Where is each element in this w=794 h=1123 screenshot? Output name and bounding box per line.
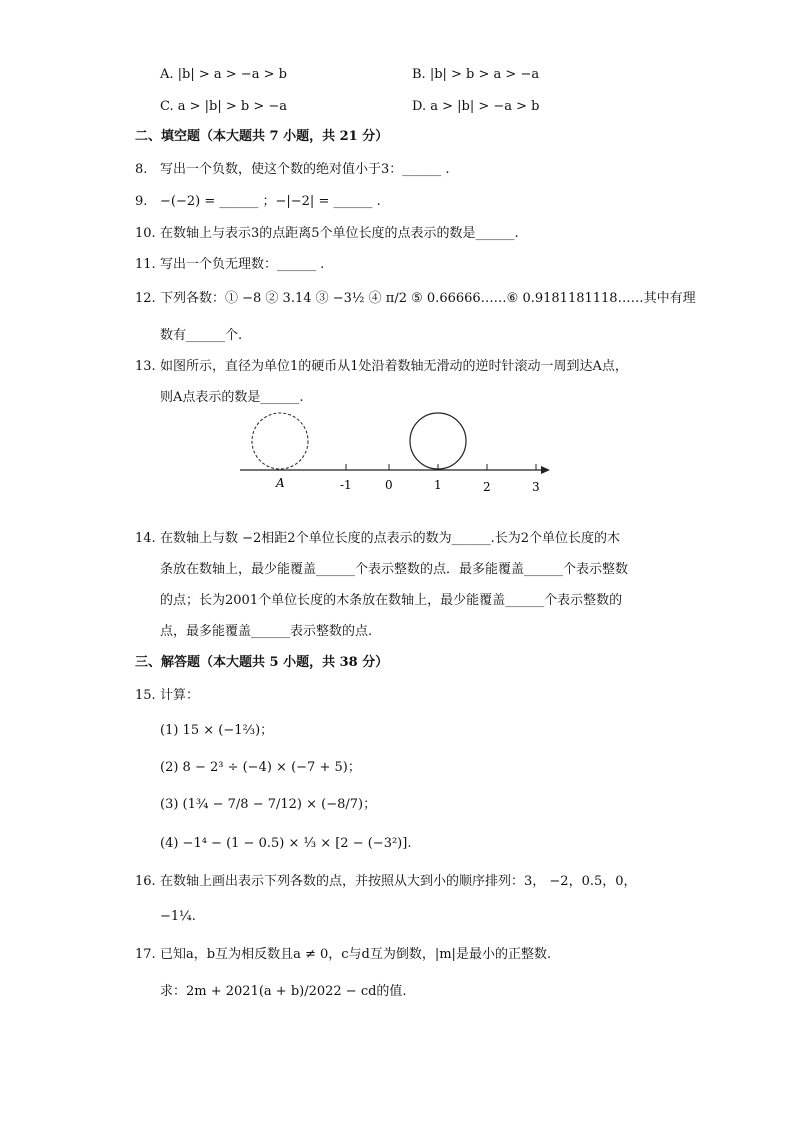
q15-part4: (4) −1⁴ − (1 − 0.5) × ⅓ × [2 − (−3²)].	[160, 836, 412, 851]
q9-text: −(−2) = ______ ；−|−2| = ______ .	[160, 194, 381, 209]
q15-part3: (3) (1¾ − 7/8 − 7/12) × (−8/7)；	[160, 797, 377, 812]
q13-line2: 则A点表示的数是______.	[160, 390, 304, 405]
q13-line1: 如图所示，直径为单位1的硬币从1处沿着数轴无滑动的逆时针滚动一周到达A点，	[160, 359, 628, 374]
q13-number: 13.	[135, 359, 156, 374]
q15-number: 15.	[135, 688, 156, 703]
q16-line1: 在数轴上画出表示下列各数的点，并按照从大到小的顺序排列：3， −2，0.5，0，	[160, 874, 637, 889]
q14-line2: 条放在数轴上，最少能覆盖______个表示整数的点．最多能覆盖______个表示整数	[160, 562, 629, 577]
q15-text: 计算：	[160, 688, 200, 703]
q11-number: 11.	[135, 257, 156, 272]
option-c: C. a > |b| > b > −a	[160, 99, 288, 114]
q10-text: 在数轴上与表示3的点距离5个单位长度的点表示的数是______.	[160, 226, 519, 241]
q17-number: 17.	[135, 947, 156, 962]
q10-number: 10.	[135, 226, 156, 241]
q9-number: 9.	[135, 194, 148, 209]
q8-number: 8.	[135, 162, 148, 177]
q14-line4: 点，最多能覆盖______表示整数的点.	[160, 624, 373, 639]
q12-number: 12.	[135, 291, 156, 306]
q14-line1: 在数轴上与数 −2相距2个单位长度的点表示的数为______.长为2个单位长度的木	[160, 531, 620, 546]
q12-line2: 数有______个.	[160, 328, 243, 343]
label-a: A	[276, 476, 285, 490]
label-3: 3	[532, 480, 540, 494]
label-neg1: -1	[340, 478, 352, 492]
q11-text: 写出一个负无理数：______ .	[160, 257, 325, 272]
q15-part2: (2) 8 − 2³ ÷ (−4) × (−7 + 5)；	[160, 760, 361, 775]
label-2: 2	[483, 480, 491, 494]
q14-number: 14.	[135, 531, 156, 546]
q14-line3: 的点；长为2001个单位长度的木条放在数轴上，最少能覆盖______个表示整数的	[160, 593, 623, 608]
coin-circle	[410, 413, 466, 469]
option-d: D. a > |b| > −a > b	[412, 99, 540, 114]
dashed-circle	[252, 413, 308, 469]
label-0: 0	[385, 478, 393, 492]
q15-part1: (1) 15 × (−1⅔)；	[160, 723, 274, 738]
section-2-title: 二、填空题（本大题共 7 小题，共 21 分）	[135, 129, 389, 144]
q8-text: 写出一个负数，使这个数的绝对值小于3：______ .	[160, 162, 450, 177]
q16-number: 16.	[135, 874, 156, 889]
label-1: 1	[434, 478, 442, 492]
section-3-title: 三、解答题（本大题共 5 小题，共 38 分）	[135, 655, 389, 670]
q17-line1: 已知a，b互为相反数且a ≠ 0，c与d互为倒数，|m|是最小的正整数.	[160, 947, 552, 962]
axis-arrow	[541, 466, 550, 474]
q17-line2: 求：2m + 2021(a + b)/2022 − cd的值.	[160, 984, 407, 999]
q12-line1: 下列各数：① −8 ② 3.14 ③ −3½ ④ π/2 ⑤ 0.66666……⑥ 0.9181181118……其中有理	[160, 291, 696, 306]
number-line-figure	[238, 405, 558, 495]
option-b: B. |b| > b > a > −a	[412, 67, 540, 82]
q16-line2: −1¼.	[160, 909, 196, 924]
option-a: A. |b| > a > −a > b	[160, 67, 287, 82]
